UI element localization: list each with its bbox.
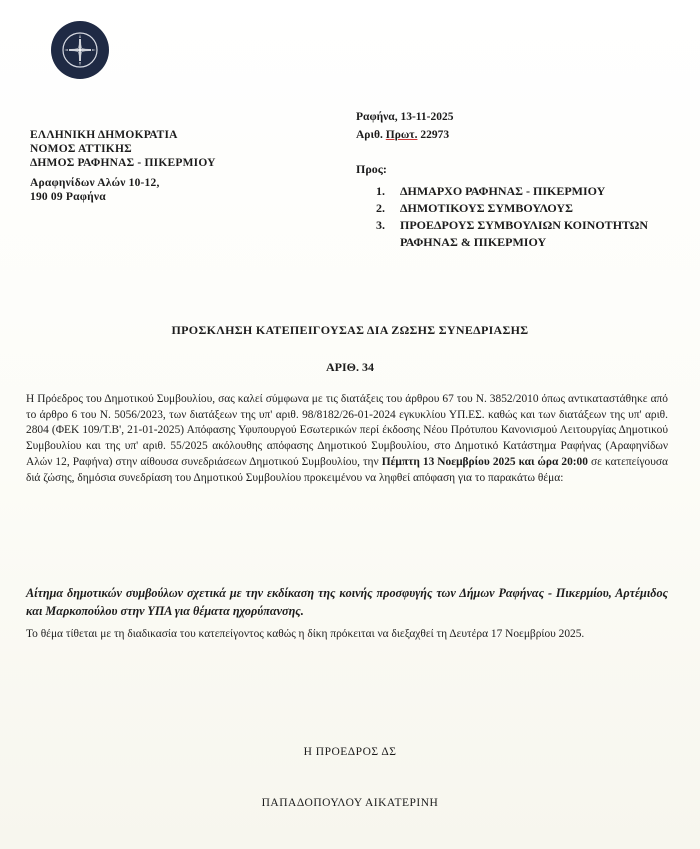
greek-state-emblem <box>50 20 110 80</box>
recipient-number: 3. <box>376 218 385 232</box>
protocol-number: 22973 <box>420 129 450 141</box>
signatory-name: ΠΑΠΑΔΟΠΟΥΛΟΥ ΑΙΚΑΤΕΡΙΝΗ <box>261 797 439 809</box>
meeting-datetime: Πέμπτη 13 Νοεμβρίου 2025 και ώρα 20:00 <box>381 455 588 468</box>
recipient-number: 2. <box>376 201 385 215</box>
protocol-number-line <box>356 126 453 144</box>
issuer-line-prefecture: ΝΟΜΟΣ ΑΤΤΙΚΗΣ <box>30 143 132 155</box>
invitation-number: ΑΡΙΘ. 34 <box>326 360 374 374</box>
recipient-item <box>376 183 670 200</box>
issuer-header <box>30 128 216 204</box>
place-date: Ραφήνα, 13-11-2025 <box>356 111 454 123</box>
recipient-item <box>376 200 670 217</box>
recipient-number: 1. <box>376 184 385 198</box>
body-text-part1: Η Πρόεδρος του Δημοτικού Συμβουλίου, σας καλεί σύμφωνα με τις διατάξεις του άρθρου 67 του Ν. 3852/2010 όπως αντικαταστάθηκε από το άρθρο 6 του Ν. 5056/2023, των διατάξεων της υπ' αριθ. 98/8182/26-01-2024 εγκυκλίου ΥΠ.ΕΣ. καθώς και των διατάξεων της υπ' αριθ. 2804 (ΦΕΚ 109/Τ.Β', 21-01-2025) Απόφασης Υφυπουργού Εσωτερικών περί έκδοσης Νέου Πρότυπου Κανονισμού Λειτουργίας Δημοτικού Συμβουλίου και της υπ' αριθ. 55/2025 ακόλουθης απόφασης Δημοτικού Συμβουλίου, στο Δημοτικό Κατάστημα Ραφήνας (Αραφηνίδων Αλών 12, Ραφήνα) στην αίθουσα συνεδριάσεων Δημοτικού Συμβουλίου, την <box>26 393 668 468</box>
invitation-body <box>26 392 668 486</box>
protocol-word: Πρωτ. <box>385 129 418 141</box>
recipients-label: Προς: <box>356 162 387 176</box>
recipient-text: ΔΗΜΑΡΧΟ ΡΑΦΗΝΑΣ - ΠΙΚΕΡΜΙΟΥ <box>400 184 606 198</box>
agenda-subject: Αίτημα δημοτικών συμβούλων σχετικά με την εκδίκαση της κοινής προσφυγής των Δήμων Ραφήνας - Πικερμίου, Αρτέμιδος και Μαρκοπούλου στην ΥΠΑ για θέματα ηχορύπανσης. <box>26 586 668 618</box>
signatory-role: Η ΠΡΟΕΔΡΟΣ ΔΣ <box>303 746 397 758</box>
document-title: ΠΡΟΣΚΛΗΣΗ ΚΑΤΕΠΕΙΓΟΥΣΑΣ ΔΙΑ ΖΩΣΗΣ ΣΥΝΕΔΡΙΑΣΗΣ <box>171 323 529 337</box>
issuer-address-postcode: 190 09 Ραφήνα <box>30 191 106 203</box>
issuer-line-municipality: ΔΗΜΟΣ ΡΑΦΗΝΑΣ - ΠΙΚΕΡΜΙΟΥ <box>30 157 216 169</box>
date-and-protocol <box>356 108 453 144</box>
issuer-address-street: Αραφηνίδων Αλών 10-12, <box>30 177 160 189</box>
protocol-prefix: Αριθ. <box>356 129 383 141</box>
recipient-text: ΠΡΟΕΔΡΟΥΣ ΣΥΜΒΟΥΛΙΩΝ ΚΟΙΝΟΤΗΤΩΝ ΡΑΦΗΝΑΣ & ΠΙΚΕΡΜΙΟΥ <box>400 218 649 249</box>
urgency-note: Το θέμα τίθεται με τη διαδικασία του κατεπείγοντος καθώς η δίκη πρόκειται να διεξαχθεί τη Δευτέρα 17 Νοεμβρίου 2025. <box>26 628 585 640</box>
recipient-item <box>376 217 670 251</box>
issuer-line-country: ΕΛΛΗΝΙΚΗ ΔΗΜΟΚΡΑΤΙΑ <box>30 129 178 141</box>
recipient-text: ΔΗΜΟΤΙΚΟΥΣ ΣΥΜΒΟΥΛΟΥΣ <box>400 201 573 215</box>
body-text-part2: σε κατεπείγουσα διά ζώσης, δημόσια συνεδρίαση του Δημοτικού Συμβουλίου προκειμένου να ληφθεί απόφαση για το παρακάτω θέμα: <box>26 455 668 484</box>
recipients-list <box>376 183 670 251</box>
